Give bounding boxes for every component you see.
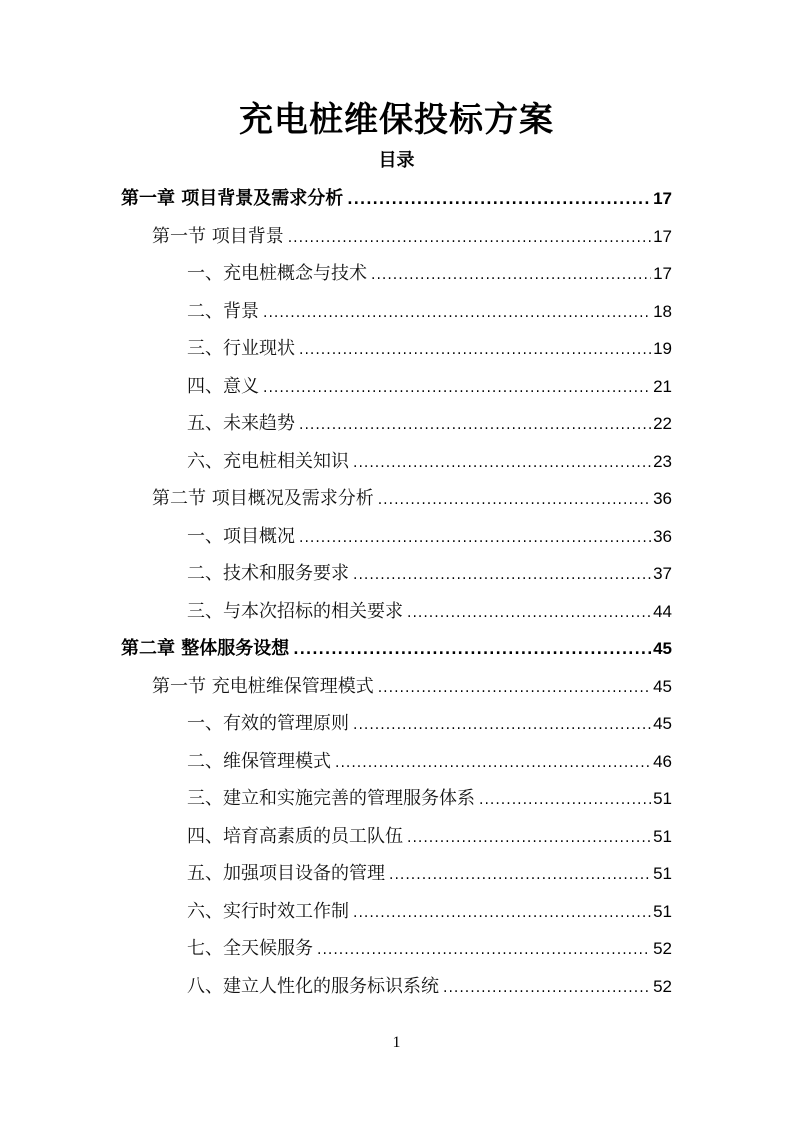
toc-entry[interactable] — [187, 368, 672, 405]
toc-entry[interactable] — [187, 893, 672, 930]
toc-entry-label: 一、项目概况 — [187, 525, 295, 547]
leader-dots — [389, 857, 651, 894]
toc-entry-page: 51 — [653, 826, 672, 846]
toc-entry-label: 第一章 项目背景及需求分析 — [121, 188, 344, 209]
toc-entry-label: 第一节 充电桩维保管理模式 — [152, 675, 374, 697]
toc-entry[interactable] — [187, 255, 672, 292]
toc-entry[interactable] — [187, 855, 672, 892]
toc-entry-page: 45 — [653, 714, 672, 733]
leader-dots — [347, 182, 651, 219]
toc-entry[interactable] — [187, 818, 672, 855]
leader-dots — [293, 632, 651, 669]
toc-entry-label: 二、技术和服务要求 — [187, 563, 349, 584]
leader-dots — [371, 257, 651, 294]
leader-dots — [479, 782, 651, 819]
leader-dots — [299, 332, 651, 369]
leader-dots — [407, 820, 651, 857]
toc-entry-page: 44 — [653, 601, 672, 621]
leader-dots — [353, 895, 651, 932]
toc-entry-page: 17 — [653, 264, 672, 283]
toc-entry-label: 五、加强项目设备的管理 — [187, 863, 385, 884]
toc-entry-page: 45 — [653, 676, 672, 696]
toc-entry-label: 四、培育高素质的员工队伍 — [187, 825, 403, 847]
toc-entry[interactable] — [187, 405, 672, 442]
leader-dots — [378, 670, 651, 707]
toc-entry-page: 51 — [653, 789, 672, 808]
toc-entry-label: 一、充电桩概念与技术 — [187, 263, 367, 284]
toc-entry-page: 37 — [653, 564, 672, 583]
leader-dots — [263, 370, 651, 407]
toc-entry-page: 23 — [653, 451, 672, 471]
leader-dots — [353, 707, 651, 744]
toc-entry-label: 六、充电桩相关知识 — [187, 450, 349, 472]
toc-entry[interactable] — [187, 593, 672, 630]
leader-dots — [317, 932, 651, 969]
toc-entry-page: 17 — [653, 226, 672, 246]
page-number: 1 — [392, 1034, 401, 1051]
toc-entry[interactable] — [187, 780, 672, 817]
leader-dots — [299, 407, 651, 444]
toc-entry-page: 36 — [653, 489, 672, 508]
leader-dots — [335, 745, 651, 782]
toc-entry-label: 一、有效的管理原则 — [187, 713, 349, 734]
toc-entry-page: 18 — [653, 301, 672, 321]
toc-entry[interactable] — [187, 968, 672, 1005]
toc-entry[interactable] — [121, 180, 672, 217]
toc-entry[interactable] — [187, 293, 672, 330]
toc-entry[interactable] — [187, 555, 672, 592]
toc-entry-page: 52 — [653, 939, 672, 958]
leader-dots — [353, 557, 651, 594]
toc-entry-page: 51 — [653, 901, 672, 921]
toc-entry-page: 21 — [653, 376, 672, 396]
leader-dots — [353, 445, 651, 482]
leader-dots — [378, 482, 651, 519]
toc-entry-label: 第一节 项目背景 — [152, 225, 284, 247]
toc-entry-label: 六、实行时效工作制 — [187, 900, 349, 922]
leader-dots — [407, 595, 651, 632]
toc-entry[interactable] — [187, 443, 672, 480]
toc-entry[interactable] — [187, 930, 672, 967]
toc-entry-label: 七、全天候服务 — [187, 938, 313, 959]
toc-entry-page: 36 — [653, 526, 672, 546]
toc-entry-label: 八、建立人性化的服务标识系统 — [187, 975, 439, 997]
toc-entry[interactable] — [152, 668, 672, 705]
toc-entry[interactable] — [152, 218, 672, 255]
toc-entry-page: 22 — [653, 414, 672, 433]
toc-entry[interactable] — [121, 630, 672, 667]
toc-entry-page: 19 — [653, 339, 672, 358]
leader-dots — [263, 295, 651, 332]
toc-entry-label: 二、维保管理模式 — [187, 750, 331, 772]
document-title: 充电桩维保投标方案 — [239, 100, 554, 140]
toc-entry-page: 51 — [653, 864, 672, 883]
leader-dots — [299, 520, 651, 557]
toc-entry-label: 五、未来趋势 — [187, 413, 295, 434]
toc-entry[interactable] — [187, 330, 672, 367]
toc-entry[interactable] — [187, 705, 672, 742]
toc-entry-label: 三、建立和实施完善的管理服务体系 — [187, 788, 475, 809]
toc-entry-page: 46 — [653, 751, 672, 771]
toc-entry[interactable] — [152, 480, 672, 517]
toc-entry-label: 三、行业现状 — [187, 338, 295, 359]
toc-entry-label: 四、意义 — [187, 375, 259, 397]
toc-entry-page: 45 — [653, 639, 672, 658]
toc-entry-label: 第二章 整体服务设想 — [121, 638, 290, 659]
toc-heading: 目录 — [378, 150, 415, 171]
toc-entry-label: 第二节 项目概况及需求分析 — [152, 488, 374, 509]
toc-entry-label: 二、背景 — [187, 300, 259, 322]
toc-entry-page: 52 — [653, 976, 672, 996]
leader-dots — [288, 220, 651, 257]
toc-entry-label: 三、与本次招标的相关要求 — [187, 600, 403, 622]
toc-entry[interactable] — [187, 518, 672, 555]
toc-entry[interactable] — [187, 743, 672, 780]
leader-dots — [443, 970, 651, 1007]
toc-entry-page: 17 — [653, 189, 672, 208]
